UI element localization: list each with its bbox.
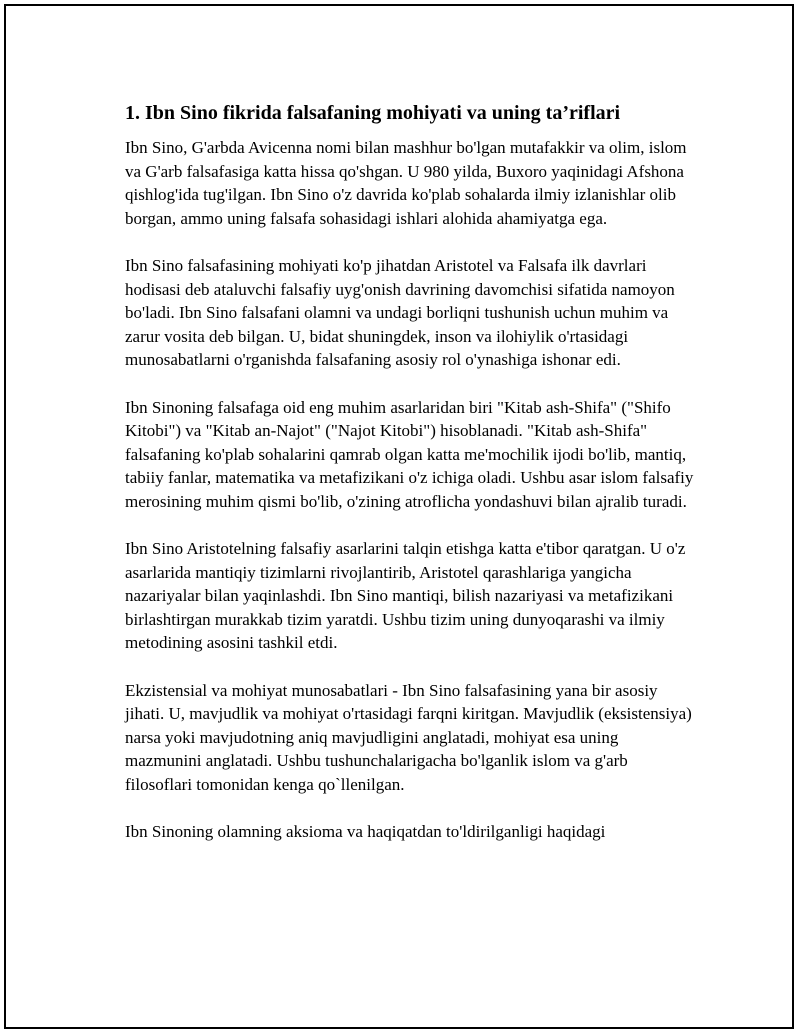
document-body <box>125 100 695 867</box>
paragraph-existence: Ekzistensial va mohiyat munosabatlari - Ibn Sino falsafasining yana bir asosiy jihati. U, mavjudlik va mohiyat o'rtasidagi farqni kiritgan. Mavjudlik (eksistensiya) narsa yoki mavjudotning aniq mavjudligini anglatadi, mohiyat esa uning mazmunini anglatadi. Ushbu tushunchalarigacha bo'lganlik islom va g'arb filosoflari tomonidan kenga qo`llenilgan. <box>125 680 692 795</box>
section-title: 1. Ibn Sino fikrida falsafaning mohiyati va uning ta’riflari <box>125 102 621 124</box>
paragraph-aristotle: Ibn Sino Aristotelning falsafiy asarlarini talqin etishga katta e'tibor qaratgan. U o'z asarlarida mantiqiy tizimlarni rivojlantirib, Aristotel qarashlariga yangicha nazariyalar bilan yaqinlashdi. Ibn Sino mantiqi, bilish nazariyasi va metafizikani birlashtirgan murakkab tizim yaratdi. Ushbu tizim uning dunyoqarashi va ilmiy metodining asosini tashkil etdi. <box>125 539 686 653</box>
paragraph-truncated: Ibn Sinoning olamning aksioma va haqiqatdan to'ldirilganligi haqidagi <box>125 822 606 842</box>
paragraph-essence: Ibn Sino falsafasining mohiyati ko'p jihatdan Aristotel va Falsafa ilk davrlari hodisasi deb ataluvchi falsafiy uyg'onish davrining davomchisi sifatida namoyon bo'ladi. Ibn Sino falsafani olamni va undagi borliqni tushunish uchun muhim va zarur vosita deb bilgan. U, bidat shuningdek, inson va ilohiylik o'rtasidagi munosabatlarni o'rganishda falsafaning asosiy rol o'ynashiga ishonar edi. <box>125 255 675 370</box>
page-frame <box>4 4 794 1029</box>
paragraph-intro: Ibn Sino, G'arbda Avicenna nomi bilan mashhur bo'lgan mutafakkir va olim, islom va G'arb falsafasiga katta hissa qo'shgan. U 980 yilda, Buxoro yaqinidagi Afshona qishlog'ida tug'ilgan. Ibn Sino o'z davrida ko'plab sohalarda ilmiy izlanishlar olib borgan, ammo uning falsafa sohasidagi ishlari alohida ahamiyatga ega. <box>125 138 687 228</box>
paragraph-works: Ibn Sinoning falsafaga oid eng muhim asarlaridan biri "Kitab ash-Shifa" ("Shifo Kitobi") va "Kitab an-Najot" ("Najot Kitobi") hisoblanadi. "Kitab ash-Shifa" falsafaning ko'plab sohalarini qamrab olgan katta me'mochilik ijodi bo'lib, mantiq, tabiiy fanlar, matematika va metafizikani o'z ichiga oladi. Ushbu asar islom falsafiy merosining muhim qismi bo'lib, o'zining atroflicha yondashuvi bilan ajralib turadi. <box>125 397 694 511</box>
